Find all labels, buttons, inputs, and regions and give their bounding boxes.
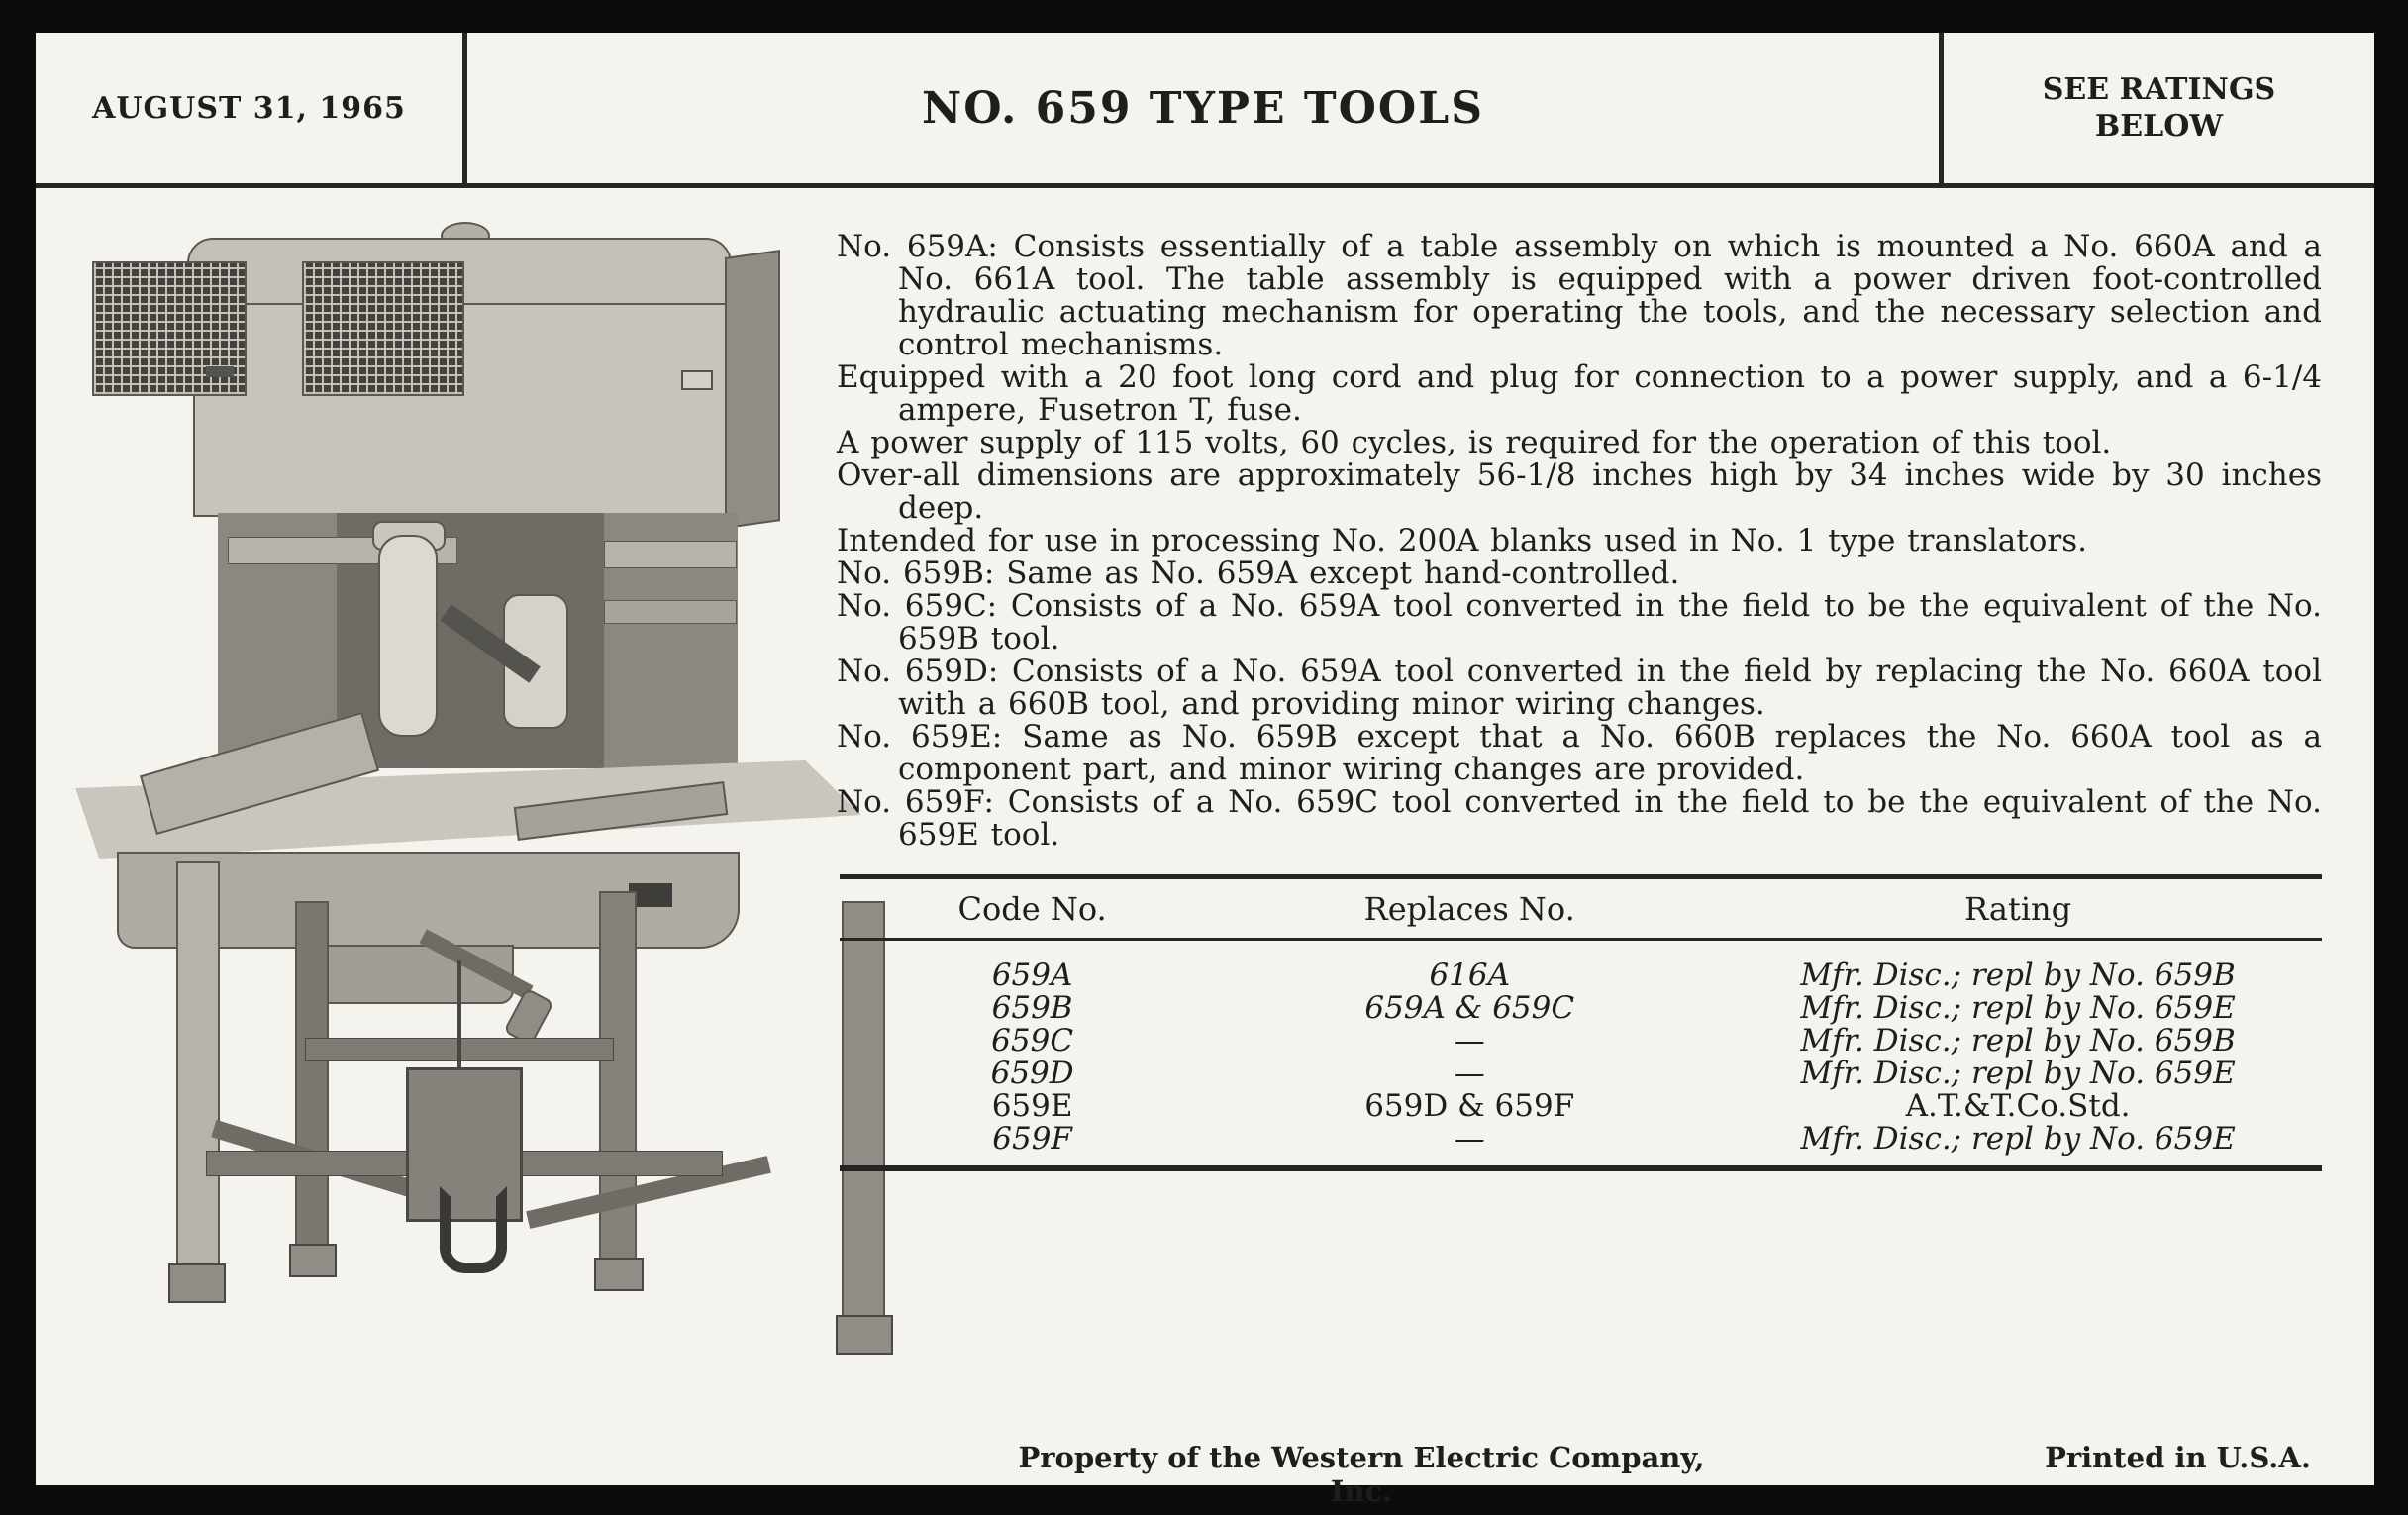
machine-leg-mid-right — [599, 891, 637, 1275]
table-row — [840, 958, 2322, 993]
machine-pedal-cable — [457, 960, 461, 1071]
table-rule-bottom — [840, 1165, 2322, 1171]
machine-foot-mid-left — [289, 1244, 337, 1277]
replaces-cell: 659D & 659F — [1364, 1088, 1575, 1124]
machine-leg-front-left — [176, 861, 220, 1281]
table-rule-header — [840, 938, 2322, 941]
code-cell: 659D — [990, 1056, 1074, 1091]
machine-cylinder-large — [378, 535, 438, 737]
table-row — [840, 1056, 2322, 1091]
property-notice: Property of the Western Electric Company, Inc. — [1018, 1441, 1705, 1508]
machine-foot-front-right — [836, 1315, 893, 1355]
machine-shelf-right-upper — [604, 541, 737, 568]
spec-paragraph-dimensions: Over-all dimensions are approximately 56-1/8 inches high by 34 inches wide by 30 inches deep. — [837, 457, 2322, 526]
machine-side-panel — [725, 250, 780, 529]
code-cell: 659E — [991, 1088, 1073, 1124]
replaces-cell: 659A & 659C — [1364, 990, 1575, 1026]
machine-latch-right — [681, 370, 713, 390]
table-body — [840, 958, 2322, 1157]
table-rule-top — [840, 874, 2322, 879]
spec-paragraph-cord: Equipped with a 20 foot long cord and plug for connection to a power supply, and a 6-1/4 ampere, Fusetron T, fuse. — [837, 359, 2322, 428]
rating-cell: Mfr. Disc.; repl by No. 659E — [1800, 990, 2236, 1026]
machine-shelf-right-lower — [604, 600, 737, 624]
code-cell: 659B — [991, 990, 1073, 1026]
table-header-row — [840, 890, 2322, 934]
column-header-code: Code No. — [957, 890, 1107, 928]
spec-paragraph-659a: No. 659A: Consists essentially of a table assembly on which is mounted a No. 660A and a No. 661A tool. The table assembly is equipped with a power driven foot-controlled hydraulic actuating mechanism for operating the tools, and the necessary selection and control mechanisms. — [837, 229, 2322, 362]
machine-grille-right — [302, 261, 464, 396]
rating-cell: Mfr. Disc.; repl by No. 659E — [1800, 1056, 2236, 1091]
spec-paragraph-659d: No. 659D: Consists of a No. 659A tool converted in the field by replacing the No. 660A tool with a 660B tool, and providing minor wiring changes. — [837, 654, 2322, 722]
code-cell: 659A — [991, 958, 1073, 993]
header-divider-right — [1939, 33, 1944, 183]
machine-latch-left — [206, 366, 234, 377]
column-header-rating: Rating — [1964, 890, 2072, 928]
machine-leg-mid-left — [295, 901, 329, 1262]
table-row — [840, 1088, 2322, 1124]
document-page — [36, 33, 2374, 1508]
spec-paragraph-659e: No. 659E: Same as No. 659B except that a No. 660B replaces the No. 660A tool as a component part, and minor wiring changes are provided. — [837, 719, 2322, 787]
ratings-note-line2: BELOW — [2094, 109, 2224, 144]
replaces-cell: — — [1454, 1121, 1485, 1157]
rating-cell: Mfr. Disc.; repl by No. 659B — [1800, 1023, 2236, 1059]
page-title: NO. 659 TYPE TOOLS — [922, 82, 1484, 134]
spec-paragraph-659f: No. 659F: Consists of a No. 659C tool converted in the field to be the equivalent of the No. 659E tool. — [837, 784, 2322, 853]
tool-photo — [59, 208, 861, 1366]
rating-cell: Mfr. Disc.; repl by No. 659B — [1800, 958, 2236, 993]
printed-in-usa: Printed in U.S.A. — [2045, 1441, 2311, 1474]
rating-cell: A.T.&T.Co.Std. — [1905, 1088, 2131, 1124]
spec-paragraph-use: Intended for use in processing No. 200A blanks used in No. 1 type translators. — [837, 523, 2087, 558]
machine-foot-pedal — [440, 1186, 507, 1273]
header-divider-left — [462, 33, 467, 183]
table-row — [840, 990, 2322, 1026]
replaces-cell: — — [1454, 1056, 1485, 1091]
spec-paragraph-659c: No. 659C: Consists of a No. 659A tool converted in the field to be the equivalent of the No. 659B tool. — [837, 588, 2322, 656]
code-cell: 659F — [992, 1121, 1072, 1157]
replaces-cell: — — [1454, 1023, 1485, 1059]
machine-foot-mid-right — [594, 1258, 644, 1291]
machine-foot-front-left — [168, 1263, 226, 1303]
description-block — [837, 231, 2322, 852]
spec-paragraph-power: A power supply of 115 volts, 60 cycles, is required for the operation of this tool. — [837, 425, 2112, 460]
column-header-replaces: Replaces No. — [1363, 890, 1575, 928]
ratings-note-line1: SEE RATINGS — [2042, 72, 2276, 107]
issue-date: AUGUST 31, 1965 — [92, 90, 406, 126]
spec-paragraph-659b: No. 659B: Same as No. 659A except hand-controlled. — [837, 556, 1680, 591]
ratings-note — [1944, 33, 2374, 183]
code-cell: 659C — [991, 1023, 1074, 1059]
replaces-cell: 616A — [1429, 958, 1510, 993]
rating-cell: Mfr. Disc.; repl by No. 659E — [1800, 1121, 2236, 1157]
table-row — [840, 1121, 2322, 1157]
header-rule — [36, 183, 2374, 188]
table-row — [840, 1023, 2322, 1059]
